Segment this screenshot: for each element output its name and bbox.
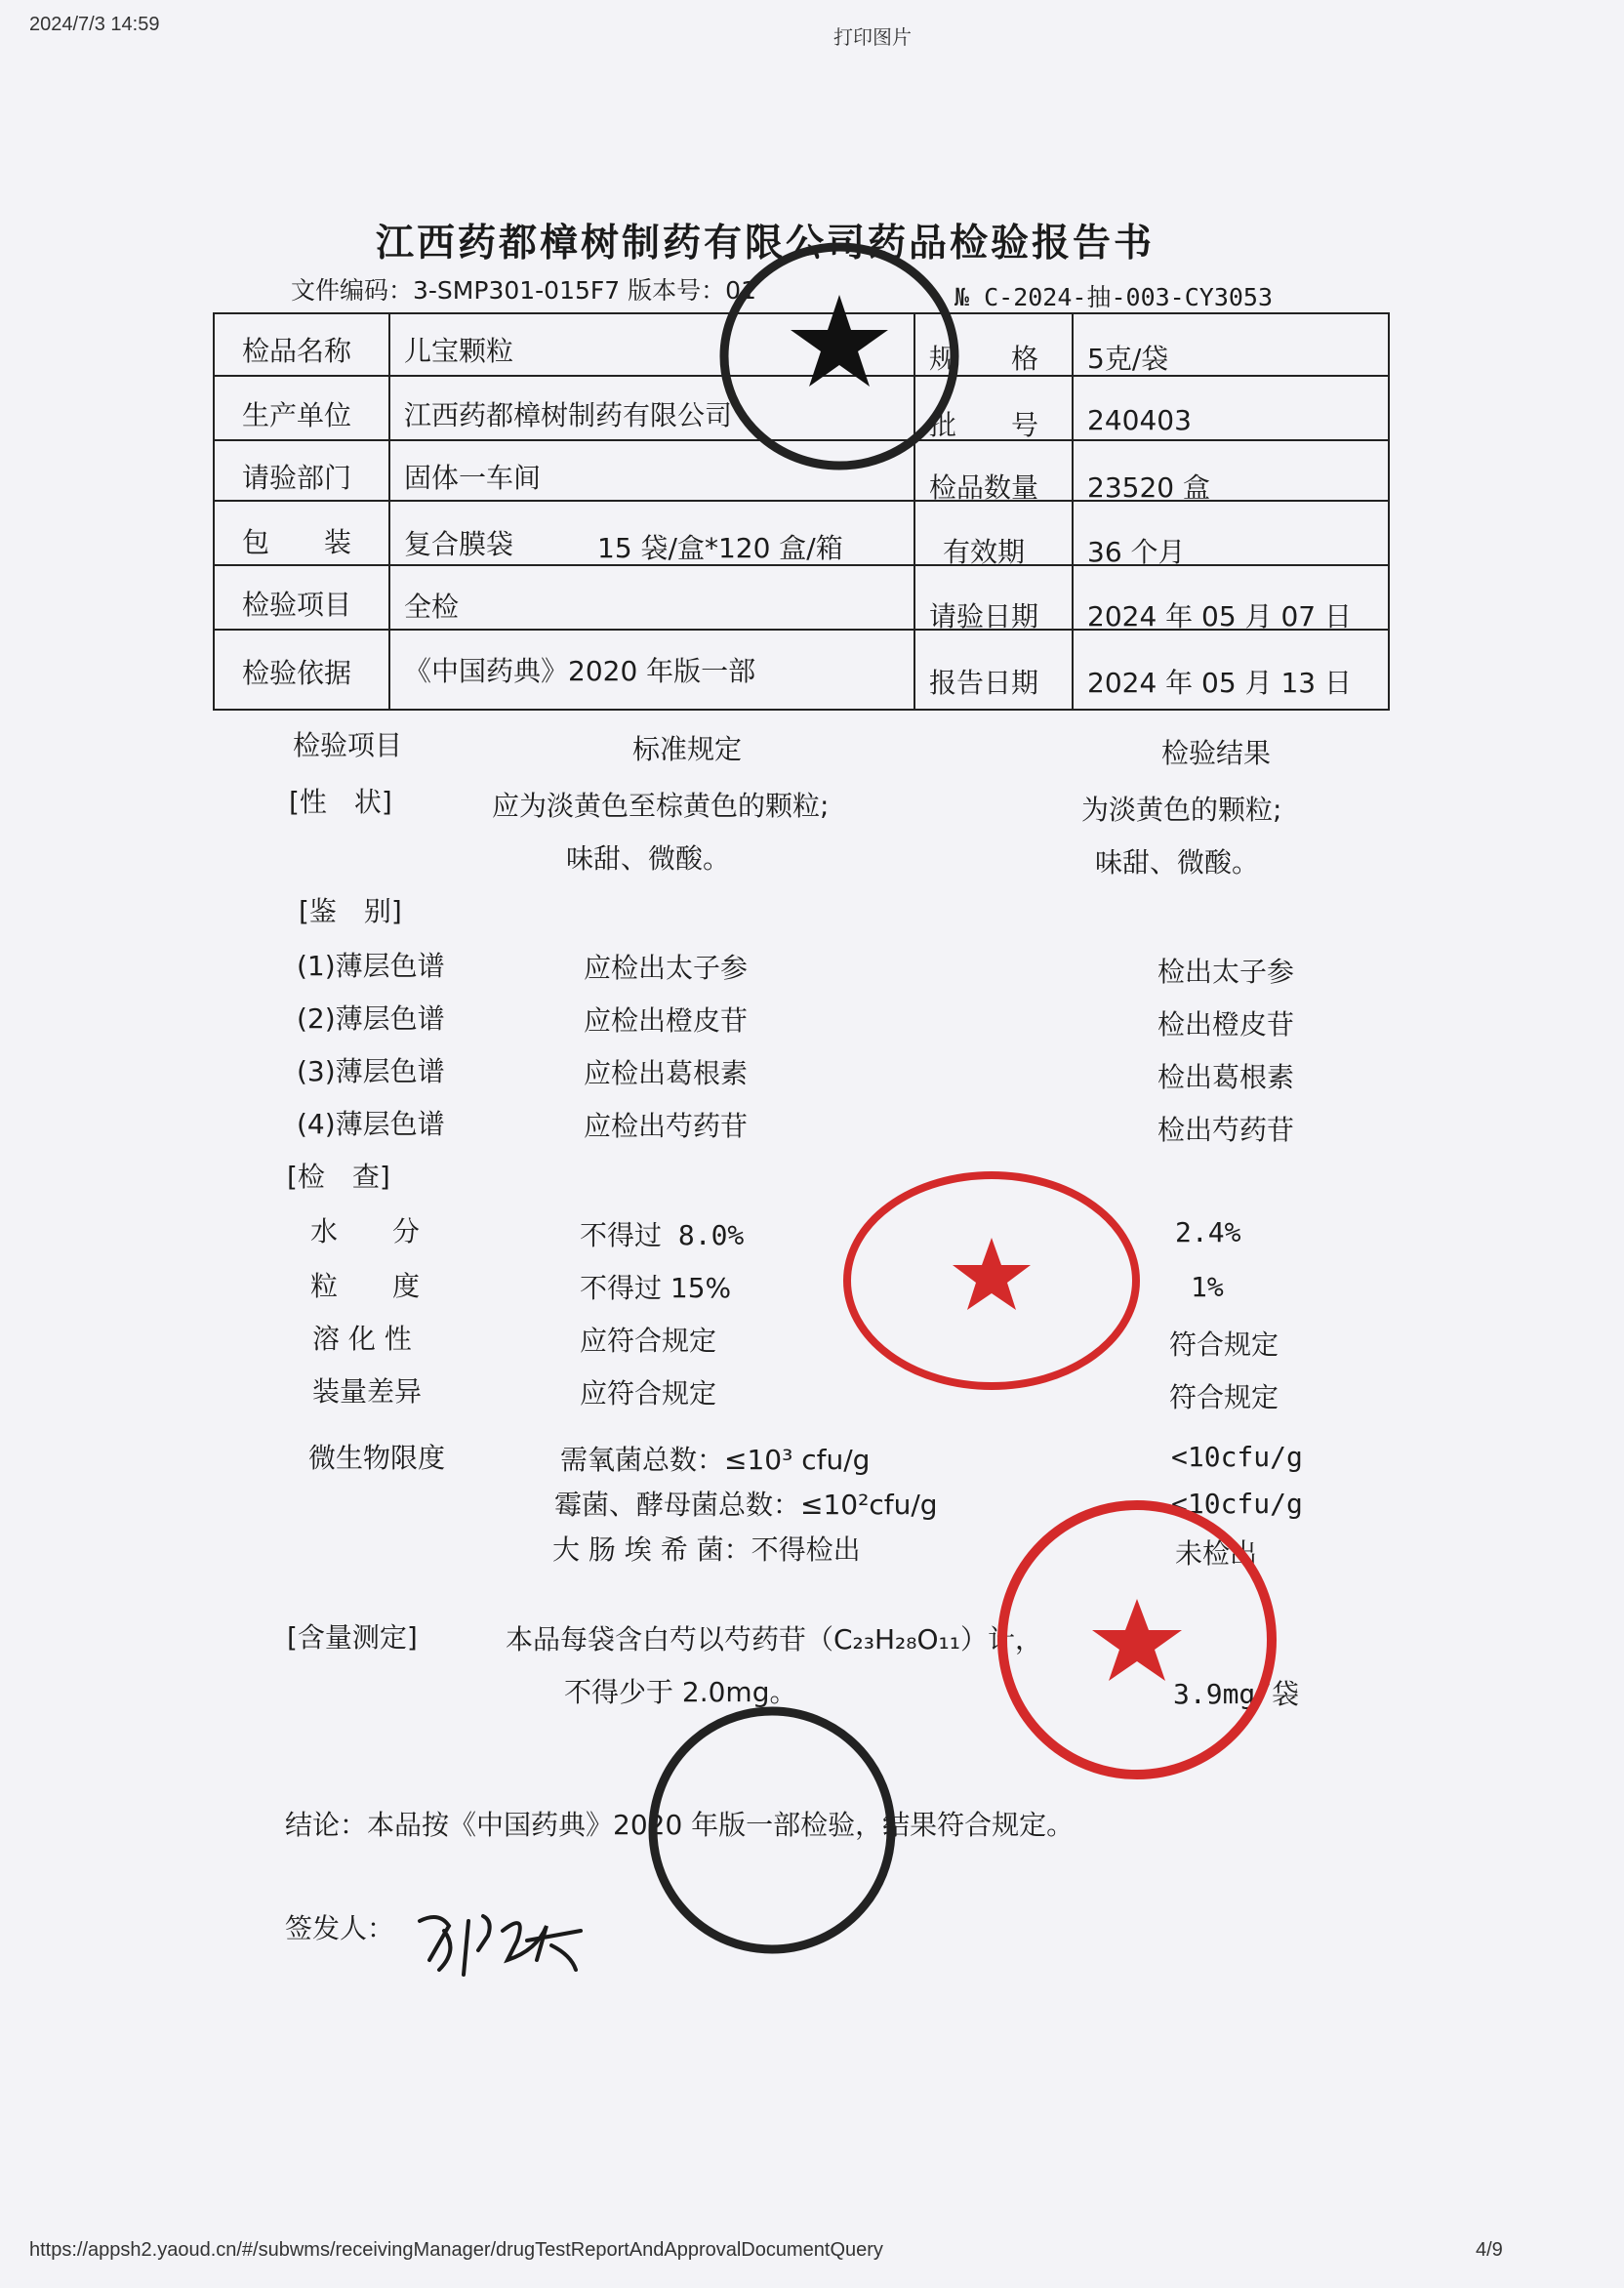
file-code: 文件编码：3-SMP301-015F7 版本号：01 <box>291 276 756 305</box>
character-standard-1: 应为淡黄色至棕黄色的颗粒; <box>492 790 830 822</box>
department-label: 请验部门 <box>242 462 352 494</box>
inspection-standard: 应符合规定 <box>580 1325 717 1357</box>
spec-value: 5克/袋 <box>1087 343 1169 375</box>
character-result-1: 为淡黄色的颗粒; <box>1081 794 1282 826</box>
batch-label: 批 号 <box>929 409 1039 441</box>
character-standard-2: 味甜、微酸。 <box>566 842 731 875</box>
packaging-label: 包 装 <box>242 526 352 558</box>
assay-label: [含量测定] <box>287 1621 418 1654</box>
inspection-result: 2.4% <box>1175 1216 1241 1248</box>
header-standard: 标准规定 <box>632 733 743 765</box>
assay-result: 3.9mg/袋 <box>1173 1678 1300 1710</box>
header-result: 检验结果 <box>1161 737 1272 769</box>
validity-label: 有效期 <box>943 536 1026 568</box>
micro-standard: 大 肠 埃 希 菌：不得检出 <box>552 1533 861 1566</box>
quantity-label: 检品数量 <box>929 471 1039 504</box>
inspection-standard: 不得过 8.0% <box>580 1219 745 1251</box>
identification-label: [鉴 别] <box>299 895 402 927</box>
inspection-name: 粒 度 <box>310 1270 421 1302</box>
identification-result: 检出太子参 <box>1157 956 1295 988</box>
micro-result: <10cfu/g <box>1171 1488 1303 1520</box>
department: 固体一车间 <box>404 462 542 494</box>
inspection-label: [检 查] <box>287 1161 390 1193</box>
inspection-result: 符合规定 <box>1169 1328 1279 1361</box>
report-date-label: 报告日期 <box>929 667 1039 699</box>
assay-standard-2: 不得少于 2.0mg。 <box>564 1676 797 1708</box>
character-result-2: 味甜、微酸。 <box>1095 846 1260 878</box>
print-page-number: 4/9 <box>1476 2239 1503 2261</box>
basis: 《中国药典》2020 年版一部 <box>404 655 756 687</box>
product-name-label: 检品名称 <box>242 335 352 367</box>
manufacturer-label: 生产单位 <box>242 399 352 431</box>
micro-result: 未检出 <box>1175 1537 1258 1570</box>
inspection-standard: 不得过 15% <box>580 1272 732 1304</box>
identification-standard: 应检出橙皮苷 <box>584 1004 749 1037</box>
request-date: 2024 年 05 月 07 日 <box>1087 600 1353 633</box>
packaging-spec: 15 袋/盒*120 盒/箱 <box>597 532 843 564</box>
header-item: 检验项目 <box>293 729 403 761</box>
conclusion: 结论：本品按《中国药典》2020 年版一部检验，结果符合规定。 <box>285 1809 1075 1841</box>
inspection-result: 符合规定 <box>1169 1381 1279 1413</box>
distributor-qa-stamp <box>839 1167 1144 1394</box>
quality-stamp <box>640 1698 904 1962</box>
packaging-material: 复合膜袋 <box>404 528 514 560</box>
micro-result: <10cfu/g <box>1171 1441 1303 1473</box>
test-item: 全检 <box>404 591 460 623</box>
company-inspection-stamp <box>712 234 966 478</box>
signature-image <box>410 1892 595 1980</box>
identification-name: (3)薄层色谱 <box>297 1055 445 1087</box>
identification-name: (4)薄层色谱 <box>297 1108 445 1140</box>
batch-number: 240403 <box>1087 404 1192 436</box>
spec-label: 规 格 <box>929 343 1039 375</box>
inspection-name: 水 分 <box>310 1215 421 1247</box>
request-date-label: 请验日期 <box>929 600 1039 633</box>
validity: 36 个月 <box>1087 536 1186 568</box>
inspection-name: 装量差异 <box>312 1375 423 1408</box>
report-number: № C-2024-抽-003-CY3053 <box>954 283 1274 311</box>
report-title: 江西药都樟树制药有限公司药品检验报告书 <box>376 222 1156 266</box>
identification-name: (1)薄层色谱 <box>297 950 445 982</box>
inspection-result: 1% <box>1191 1271 1224 1303</box>
micro-label: 微生物限度 <box>308 1442 446 1474</box>
micro-standard: 霉菌、酵母菌总数：≤10²cfu/g <box>554 1489 938 1521</box>
identification-result: 检出橙皮苷 <box>1157 1008 1295 1041</box>
micro-standard: 需氧菌总数：≤10³ cfu/g <box>560 1444 871 1476</box>
identification-result: 检出葛根素 <box>1157 1061 1295 1093</box>
report-date: 2024 年 05 月 13 日 <box>1087 667 1353 699</box>
assay-standard-1: 本品每袋含白芍以芍药苷（C₂₃H₂₈O₁₁）计， <box>506 1623 1042 1655</box>
signer-label: 签发人： <box>285 1912 395 1944</box>
identification-result: 检出芍药苷 <box>1157 1114 1295 1146</box>
identification-standard: 应检出芍药苷 <box>584 1110 749 1142</box>
basis-label: 检验依据 <box>242 657 352 689</box>
identification-standard: 应检出葛根素 <box>584 1057 749 1089</box>
character-label: [性 状] <box>289 786 392 818</box>
inspection-name: 溶 化 性 <box>312 1323 412 1355</box>
print-url: https://appsh2.yaoud.cn/#/subwms/receivingManager/drugTestReportAndApprovalDocumentQuery <box>29 2239 883 2261</box>
inspection-standard: 应符合规定 <box>580 1377 717 1410</box>
print-page-title: 打印图片 <box>833 27 912 49</box>
qa-round-stamp <box>991 1493 1283 1786</box>
print-datetime: 2024/7/3 14:59 <box>29 14 160 35</box>
quantity: 23520 盒 <box>1087 471 1210 504</box>
identification-standard: 应检出太子参 <box>584 952 749 984</box>
product-name: 儿宝颗粒 <box>404 335 514 367</box>
identification-name: (2)薄层色谱 <box>297 1002 445 1035</box>
manufacturer: 江西药都樟树制药有限公司 <box>404 399 733 431</box>
test-item-label: 检验项目 <box>242 589 352 621</box>
